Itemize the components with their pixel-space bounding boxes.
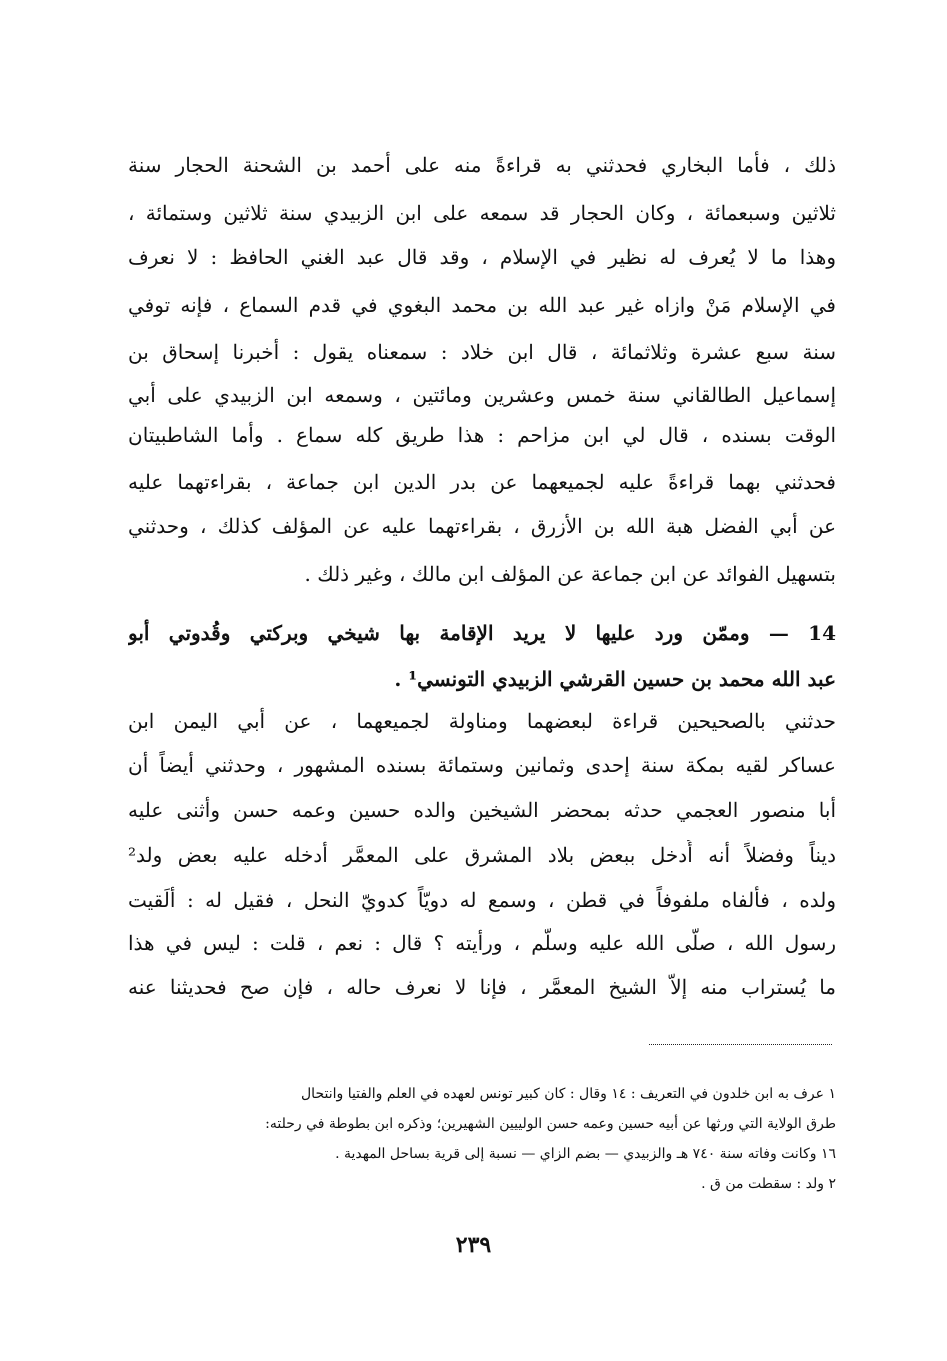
entry-heading-line: عبد الله محمد بن حسين القرشي الزبيدي التونسي¹ . — [394, 667, 836, 691]
footnote-line: ١ عرف به ابن خلدون في التعريف : ١٤ وقال : كان كبير تونس لعهده في العلم والفتيا وانتحال — [301, 1086, 836, 1102]
entry-heading-line: 14 — وممّن ورد عليها لا يريد الإقامة بها شيخي وبركتي وقُدوتي أبو — [128, 621, 836, 645]
text-line: وهذا ما لا يُعرف له نظير في الإسلام ، وقد قال عبد الغني الحافظ : لا نعرف — [128, 245, 836, 269]
text-line: عن أبي الفضل هبة الله بن الأزرق ، بقراءتهما عليه عن المؤلف كذلك ، وحدثني — [128, 514, 836, 538]
text-line: ثلاثين وسبعمائة ، وكان الحجار قد سمعه على ابن الزبيدي سنة ثلاثين وستمائة ، — [128, 201, 836, 225]
page-number: ٢٣٩ — [455, 1232, 492, 1258]
footnote-separator — [649, 1044, 832, 1045]
footnote-line: طرق الولاية التي ورثها عن أبيه حسين وعمه حسن الولييين الشهيرين؛ وذكره ابن بطوطة في رحلته: — [265, 1116, 836, 1132]
text-line: فحدثني بهما قراءةً عليه لجميعهما عن بدر الدين ابن جماعة ، بقراءتهما عليه — [128, 470, 836, 494]
text-line: سنة سبع عشرة وثلاثمائة ، قال ابن خلاد : سمعناه يقول : أخبرنا إسحاق بن — [128, 340, 836, 364]
text-line: الوقت بسنده ، قال لي ابن مزاحم : هذا طريق كله سماع . وأما الشاطبيتان — [128, 423, 836, 447]
text-line: عساكر لقيه بمكة سنة إحدى وثمانين وستمائة بسنده المشهور ، وحدثني أيضاً أن — [128, 753, 836, 777]
text-line: في الإسلام مَنْ وازاه غير عبد الله بن محمد البغوي في قدم السماع ، فإنه توفي — [128, 293, 836, 317]
footnote-line: ١٦ وكانت وفاته سنة ٧٤٠ هـ والزبيدي — بضم الزاي — نسبة إلى قرية بساحل المهدية . — [335, 1146, 836, 1162]
text-line: بتسهيل الفوائد عن ابن جماعة عن المؤلف ابن مالك ، وغير ذلك . — [304, 562, 836, 586]
footnote-line: ٢ ولد : سقطت من ق . — [701, 1176, 836, 1192]
text-line: أبا منصور العجمي حدثه بمحضر الشيخين والده حسين وعمه حسن وأثنى عليه — [128, 798, 836, 822]
text-line: ما يُستراب منه إلاّ الشيخ المعمَّر ، فإنا لا نعرف حاله ، فإن صح فحديثنا عنه — [128, 975, 836, 999]
text-line: رسول الله ، صلّى الله عليه وسلّم ، ورأيته ؟ قال : نعم ، قلت : ليس في هذا — [128, 931, 836, 955]
text-line: ولده ، فألفاه ملفوفاً في قطن ، وسمع له دويّاً كدويّ النحل ، فقيل له : ألَقيت — [128, 888, 836, 912]
text-line: ديناً وفضلاً أنه أُدخل ببعض بلاد المشرق على المعمَّر أدخله عليه بعض ولد² — [128, 843, 836, 867]
text-line: ذلك ، فأما البخاري فحدثني به قراءةً منه على أحمد بن الشحنة الحجار سنة — [128, 153, 836, 177]
text-line: حدثني بالصحيحين قراءة لبعضهما ومناولة لجميعهما ، عن أبي اليمن ابن — [128, 709, 836, 733]
text-line: إسماعيل الطالقاني سنة خمس وعشرين ومائتين ، وسمعه ابن الزبيدي على أبي — [128, 383, 836, 407]
